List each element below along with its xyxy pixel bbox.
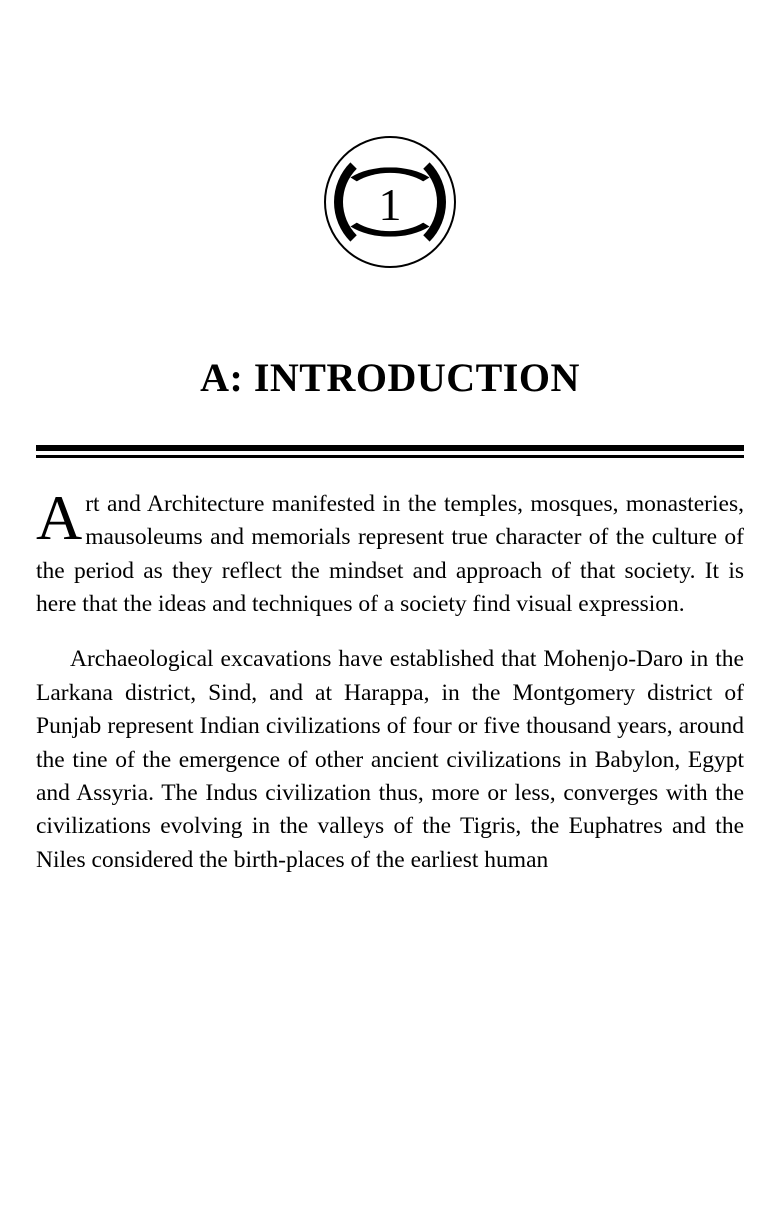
drop-cap: A — [36, 482, 83, 553]
body-text — [36, 482, 744, 877]
chapter-number-ornament — [36, 112, 744, 292]
paragraph-2: Archaeological excavations have established that Mohenjo-Daro in the Larkana district, Sind, and at Harappa, in the Montgomery district of Punjab represent Indian civilizations of four or five thousand years, around the tine of the emergence of other ancient civilizations in Babylon, Egypt and Assyria. The Indus civilization thus, more or less, converges with the civilizations evolving in the valleys of the Tigris, the Euphatres and the Niles considered the birth-places of the earliest human — [36, 646, 744, 873]
page-title: A: INTRODUCTION — [200, 355, 580, 400]
chapter-number: 1 — [378, 179, 402, 230]
paragraph-1 — [36, 482, 744, 621]
divider — [36, 445, 744, 458]
divider-thin-line — [36, 455, 744, 458]
paragraph-1-text: rt and Architecture manifested in the temples, mosques, monasteries, mausoleums and memorials represent true character of the culture of the period as they reflect the mindset and approach of that society. It is here that the ideas and techniques of a society find visual expression. — [36, 491, 744, 618]
document-page — [0, 112, 780, 1220]
ornament-circles — [320, 132, 460, 272]
